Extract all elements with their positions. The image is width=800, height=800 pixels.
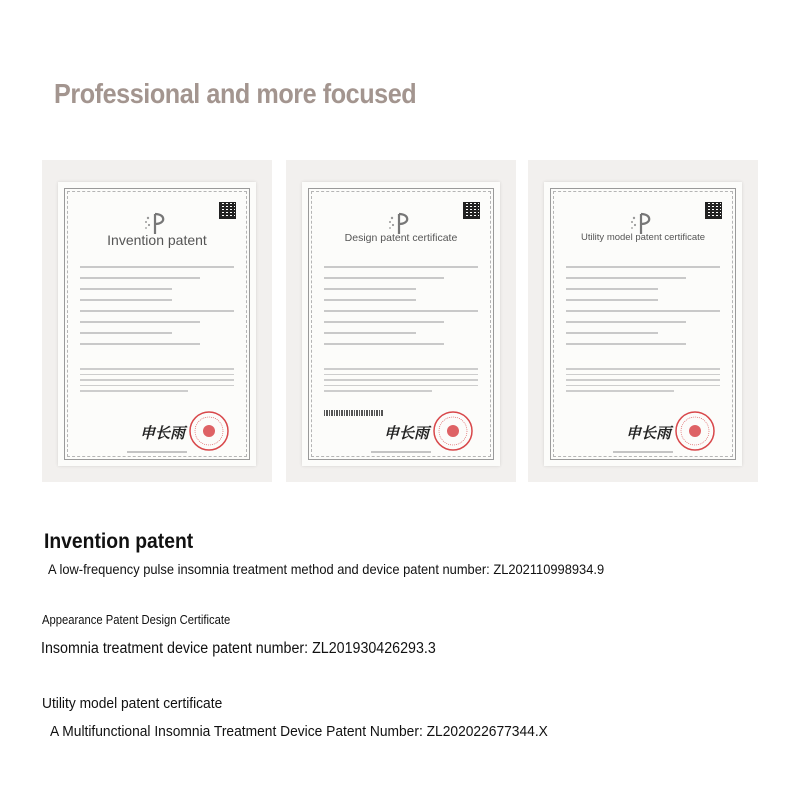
invention-heading: Invention patent <box>44 530 194 553</box>
invention-detail: A low-frequency pulse insomnia treatment method and device patent number: ZL202110998934.9 <box>48 561 605 577</box>
barcode-icon <box>324 410 384 416</box>
utility-detail: A Multifunctional Insomnia Treatment Device Patent Number: ZL202022677344.X <box>50 723 548 740</box>
signature: 申长雨 <box>626 424 672 442</box>
design-heading: Appearance Patent Design Certificate <box>42 613 231 627</box>
signature: 申长雨 <box>384 424 430 442</box>
official-seal-icon <box>674 410 716 452</box>
certificate-title: Utility model patent certificate <box>580 232 706 243</box>
official-seal-icon <box>188 410 230 452</box>
design-certificate-image <box>286 160 516 482</box>
invention-certificate-image <box>42 160 272 482</box>
design-detail: Insomnia treatment device patent number: ZL201930426293.3 <box>41 640 436 657</box>
qr-code-icon <box>705 202 722 219</box>
qr-code-icon <box>219 202 236 219</box>
certificate-title: Design patent certificate <box>344 232 458 244</box>
signature: 申长雨 <box>140 424 186 442</box>
official-seal-icon <box>432 410 474 452</box>
utility-heading: Utility model patent certificate <box>42 695 223 712</box>
certificate-title: Invention patent <box>107 232 207 248</box>
qr-code-icon <box>463 202 480 219</box>
utility-certificate-image <box>528 160 758 482</box>
headline: Professional and more focused <box>54 78 417 109</box>
